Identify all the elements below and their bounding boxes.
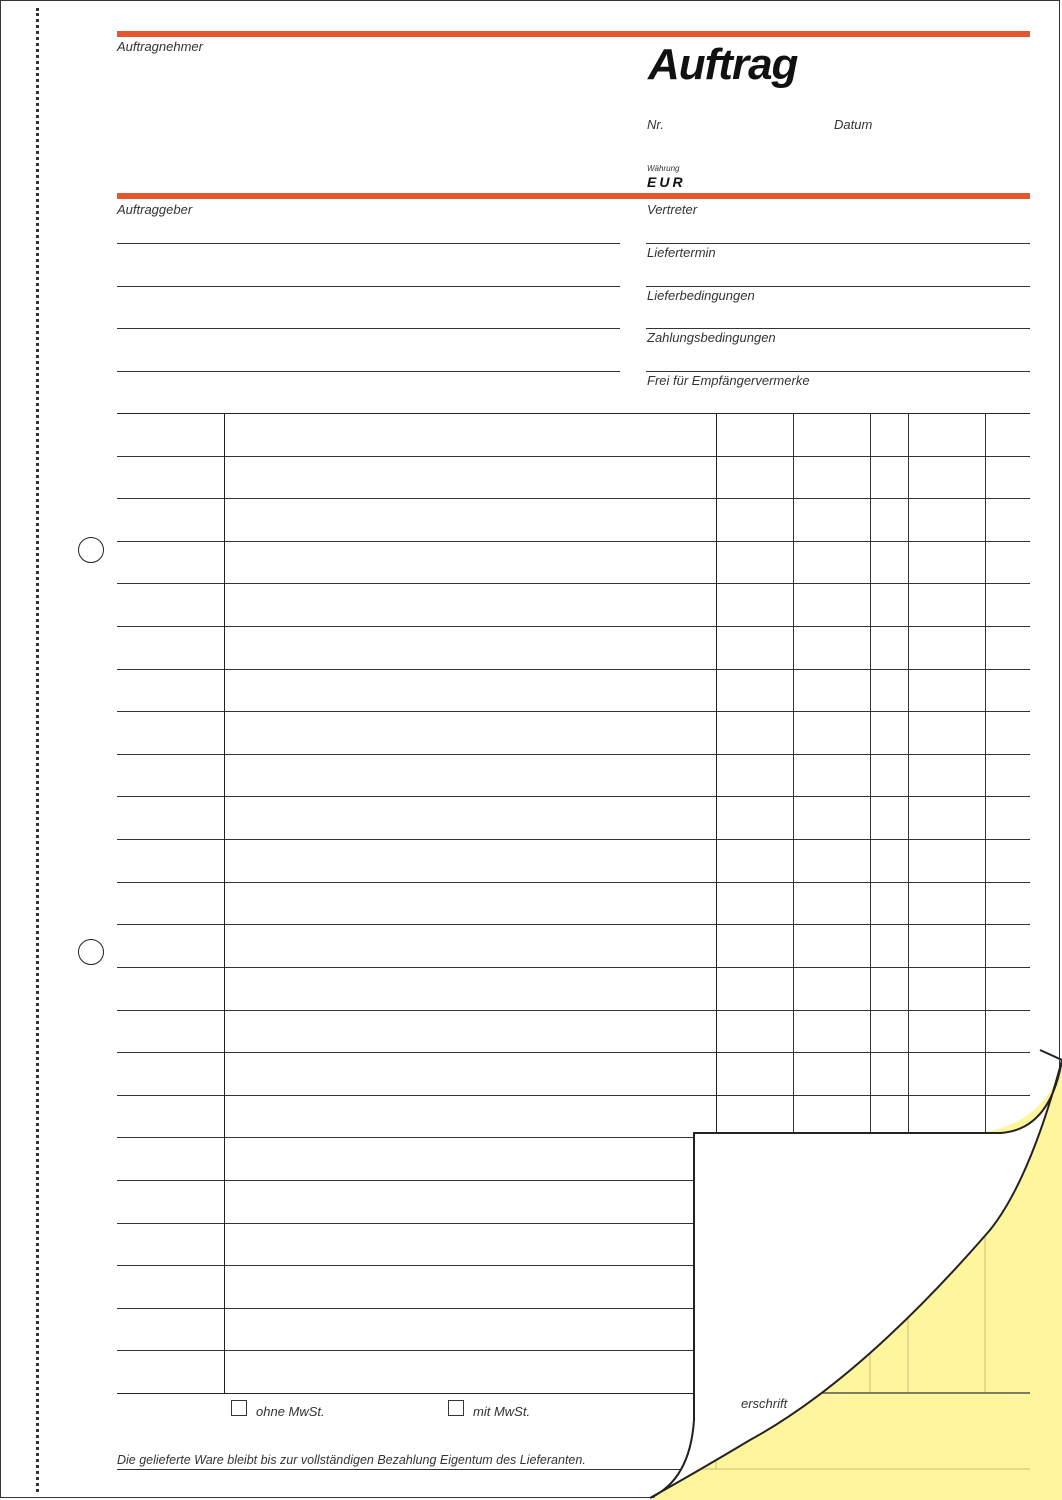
signature-label-partial: erschrift [741,1396,788,1411]
number-label: Nr. [647,117,664,132]
currency-label: Währung [647,164,680,173]
field-label-recipient-notes: Frei für Empfängervermerke [647,373,810,388]
option-label-with-vat: mit MwSt. [473,1404,531,1419]
footer-note: Die gelieferte Ware bleibt bis zur vollständigen Bezahlung Eigentum des Lieferanten. [117,1453,586,1467]
option-label-without-vat: ohne MwSt. [256,1404,325,1419]
field-label-representative: Vertreter [647,202,698,217]
page-edge-curve [1040,1050,1062,1060]
field-label-delivery-terms: Lieferbedingungen [647,288,755,303]
field-label-payment-terms: Zahlungsbedingungen [647,330,776,345]
client-label: Auftraggeber [117,202,193,217]
field-label-delivery-date: Liefertermin [647,245,716,260]
currency-value: EUR [647,174,686,190]
date-label: Datum [834,117,873,132]
document-title: Auftrag [648,40,798,89]
contractor-label: Auftragnehmer [117,39,203,54]
